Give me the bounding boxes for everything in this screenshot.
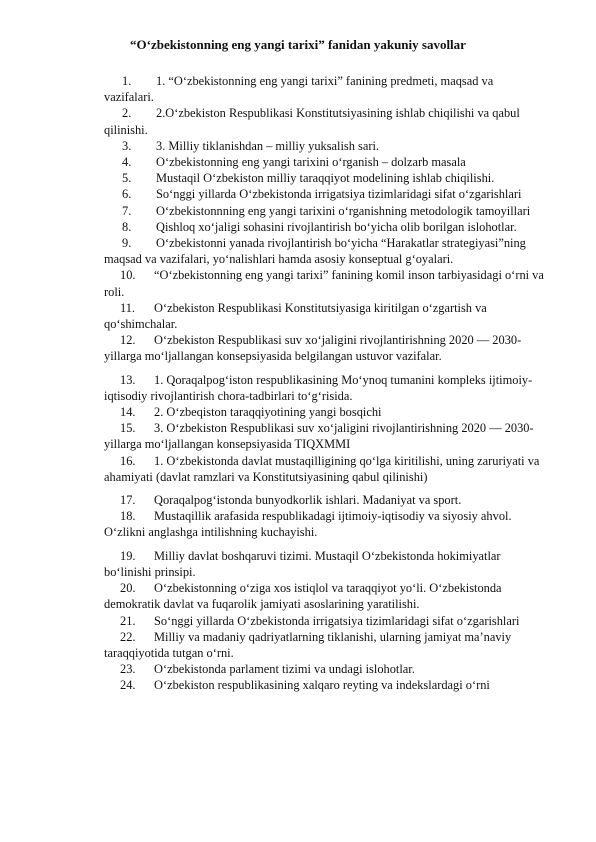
item-number: 7. — [122, 203, 132, 218]
list-item — [104, 677, 544, 693]
item-text: O‘zbekiston Respublikasi Konstitutsiyasiga kiritilgan o‘zgartish va qo‘shimchalar. — [104, 300, 487, 332]
item-text: 2.O‘zbekiston Respublikasi Konstitutsiyasining ishlab chiqilishi va qabul qilinishi. — [104, 106, 520, 137]
item-number: 6. — [122, 187, 132, 202]
item-number: 21. — [120, 613, 136, 628]
item-number: 16. — [120, 453, 136, 468]
list-item — [104, 661, 544, 677]
item-text: O‘zbekiston Respublikasi suv xo‘jaligini rivojlantirishning 2020 — 2030-yillarga mo‘ljallangan konsepsiyasida belgilangan ustuvor vazifalar. — [104, 333, 522, 364]
list-item — [104, 170, 544, 186]
list-item — [104, 219, 544, 235]
item-text: O‘zbekistonda parlament tizimi va undagi islohotlar. — [154, 662, 415, 677]
item-number: 8. — [122, 219, 132, 234]
item-number: 20. — [120, 581, 136, 596]
item-text: “O‘zbekistonning eng yangi tarixi” fanining komil inson tarbiyasidagi o‘rni va roli. — [104, 268, 544, 299]
item-text: So‘nggi yillarda O‘zbekistonda irrigatsiya tizimlaridagi sifat o‘zgarishlari — [156, 187, 522, 202]
item-text: 3. Milliy tiklanishdan – milliy yuksalish sari. — [156, 138, 380, 153]
list-item — [104, 154, 544, 170]
item-text: Qishloq xo‘jaligi sohasini rivojlantirish bo‘yicha olib borilgan islohotlar. — [156, 219, 517, 234]
item-text: Mustaqillik arafasida respublikadagi ijtimoiy-iqtisodiy va siyosiy ahvol. O‘zlikni anglashga intilishning kuchayishi. — [104, 509, 512, 540]
item-number: 24. — [120, 678, 136, 693]
item-text: O‘zbekistonnning eng yangi tarixini o‘rganishning metodologik tamoyillari — [156, 203, 531, 218]
item-number: 13. — [120, 372, 136, 387]
item-text: Mustaqil O‘zbekiston milliy taraqqiyot modelining ishlab chiqilishi. — [156, 171, 495, 186]
item-number: 23. — [120, 662, 136, 677]
list-item — [104, 235, 544, 267]
list-item — [104, 186, 544, 202]
item-text: 1. “O‘zbekistonning eng yangi tarixi” fanining predmeti, maqsad va vazifalari. — [104, 74, 494, 105]
item-number: 1. — [122, 74, 132, 88]
list-item — [104, 580, 544, 612]
list-item — [104, 492, 544, 508]
item-text: O‘zbekistonni yanada rivojlantirish bo‘yicha “Harakatlar strategiyasi”ning maqsad va vazifalari, yo‘nalishlari hamda asosiy konseptual g‘oyalari. — [104, 236, 526, 267]
item-text: 2. O‘zbeqiston taraqqiyotining yangi bosqichi — [154, 405, 382, 420]
item-text: Milliy davlat boshqaruvi tizimi. Mustaqil O‘zbekistonda hokimiyatlar bo‘linishi prinsipi. — [104, 548, 501, 579]
list-item — [104, 508, 544, 540]
item-text: Qoraqalpog‘istonda bunyodkorlik ishlari. Madaniyat va sport. — [154, 493, 462, 508]
item-text: So‘nggi yillarda O‘zbekistonda irrigatsiya tizimlaridagi sifat o‘zgarishlari — [154, 613, 520, 628]
list-item — [104, 203, 544, 219]
item-number: 9. — [122, 236, 132, 251]
item-number: 2. — [122, 106, 132, 121]
item-number: 12. — [120, 333, 136, 348]
item-number: 22. — [120, 629, 136, 644]
item-text: 1. O‘zbekistonda davlat mustaqilligining qo‘lga kiritilishi, uning zaruriyati va ahamiyati (davlat ramzlari va Konstitutsiyasining qabul qilinishi) — [104, 453, 540, 484]
item-number: 19. — [120, 548, 136, 563]
list-item — [104, 453, 544, 485]
list-item — [104, 332, 544, 364]
list-item — [104, 548, 544, 580]
item-number: 5. — [122, 171, 132, 186]
document-title: “O‘zbekistonning eng yangi tarixi” fanidan yakuniy savollar — [130, 37, 466, 52]
list-item — [104, 105, 544, 137]
item-number: 4. — [122, 155, 132, 170]
item-text: O‘zbekistonning o‘ziga xos istiqlol va taraqqiyot yo‘li. O‘zbekistonda demokratik davlat va fuqarolik jamiyati asoslarining yaratilishi. — [104, 581, 502, 612]
item-number: 14. — [120, 405, 136, 420]
list-item — [104, 267, 544, 299]
item-text: 3. O‘zbekiston Respublikasi suv xo‘jaligini rivojlantirishning 2020 — 2030-yillarga mo‘ljallangan konsepsiyasida TIQXMMI — [104, 421, 534, 452]
list-item — [104, 629, 544, 661]
list-item — [104, 138, 544, 154]
item-text: O‘zbekiston respublikasining xalqaro reyting va indekslardagi o‘rni — [154, 678, 490, 693]
list-item — [104, 73, 544, 105]
list-item — [104, 404, 544, 420]
item-text: 1. Qoraqalpog‘iston respublikasining Mo‘ynoq tumanini kompleks ijtimoiy-iqtisodiy rivojlantirish chora-tadbirlari to‘g‘risida. — [104, 372, 533, 403]
list-item — [104, 420, 544, 452]
item-number: 10. — [120, 268, 136, 283]
list-item — [104, 613, 544, 629]
list-item — [104, 372, 544, 404]
question-list — [104, 73, 544, 694]
item-number: 17. — [120, 493, 136, 508]
item-number: 11. — [120, 300, 136, 315]
list-item — [104, 300, 544, 332]
item-number: 15. — [120, 421, 136, 436]
item-number: 18. — [120, 509, 136, 524]
item-text: O‘zbekistonning eng yangi tarixini o‘rganish – dolzarb masala — [156, 155, 466, 170]
item-number: 3. — [122, 138, 132, 153]
item-text: Milliy va madaniy qadriyatlarning tiklanishi, ularning jamiyat ma’naviy taraqqiyotida tutgan o‘rni. — [104, 629, 512, 660]
